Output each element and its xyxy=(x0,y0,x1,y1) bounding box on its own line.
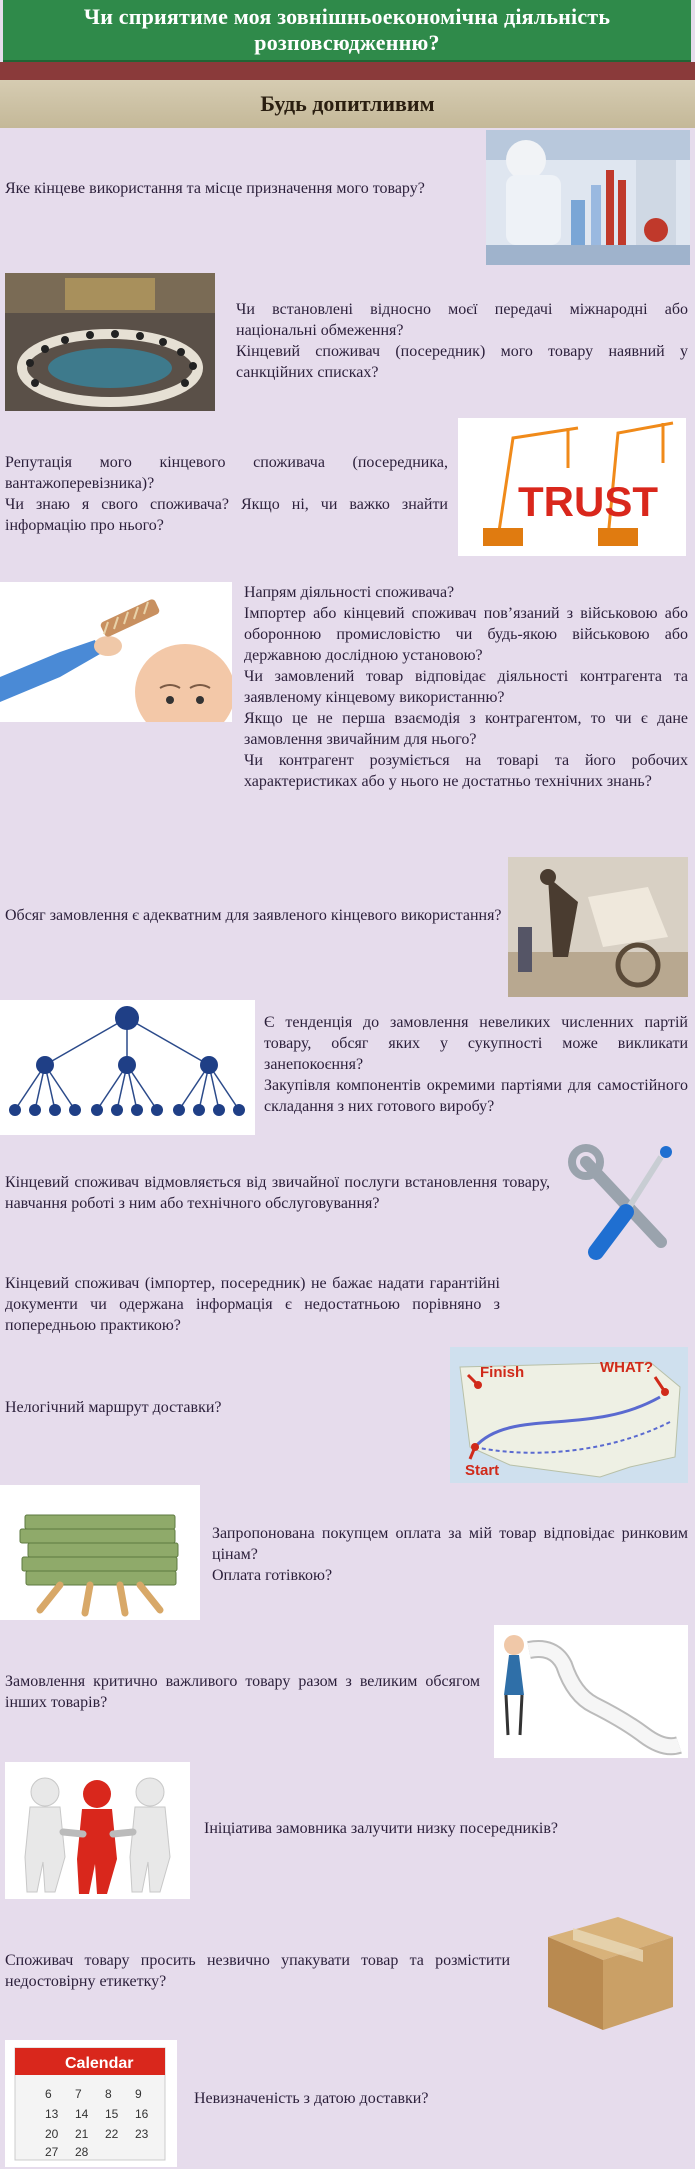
map-start-label: Start xyxy=(465,1462,500,1479)
wrench-screwdriver-icon xyxy=(566,1142,686,1267)
svg-text:8: 8 xyxy=(105,2087,112,2101)
question-line: Кінцевий споживач (імпортер, посередник) не бажає надати гарантійні документи чи одержана інформація є недостатньою порівняно з попередньою практикою? xyxy=(5,1275,500,1334)
figures-handshake-icon xyxy=(5,1762,190,1899)
question-row xyxy=(0,1900,695,2040)
svg-text:22: 22 xyxy=(105,2127,119,2141)
question-line: Ініціатива замовника залучити низку посередників? xyxy=(204,1820,558,1837)
svg-text:23: 23 xyxy=(135,2127,149,2141)
svg-text:14: 14 xyxy=(75,2107,89,2121)
hierarchy-tree-icon xyxy=(0,1000,255,1135)
question-text xyxy=(5,1950,510,1992)
question-line: Чи замовлений товар відповідає діяльності контрагента та заявленому кінцевому використанню? xyxy=(244,668,688,706)
route-map-icon xyxy=(450,1347,688,1483)
trust-crane-icon xyxy=(458,418,686,556)
section-band xyxy=(0,80,695,128)
page-header xyxy=(0,0,695,62)
question-line: Обсяг замовлення є адекватним для заявленого кінцевого використання? xyxy=(5,907,502,924)
question-text xyxy=(194,2088,688,2109)
question-line: Яке кінцеве використання та місце призначення мого товару? xyxy=(5,180,425,197)
question-text xyxy=(244,582,688,792)
svg-text:27: 27 xyxy=(45,2145,59,2159)
question-row xyxy=(0,2040,695,2169)
svg-text:16: 16 xyxy=(135,2107,149,2121)
question-row xyxy=(0,855,695,1000)
svg-text:21: 21 xyxy=(75,2127,89,2141)
question-text xyxy=(212,1523,688,1586)
question-row xyxy=(0,273,695,413)
question-row xyxy=(0,1760,695,1900)
question-row xyxy=(0,1485,695,1625)
svg-text:15: 15 xyxy=(105,2107,119,2121)
question-row xyxy=(0,1625,695,1760)
question-line: Чи контрагент розуміється на товарі та його робочих характеристиках або у нього не достатньо технічних знань? xyxy=(244,752,688,790)
calendar-icon xyxy=(5,2040,177,2167)
svg-text:28: 28 xyxy=(75,2145,89,2159)
svg-text:TRUST: TRUST xyxy=(518,478,658,525)
section-title: Будь допитливим xyxy=(260,91,435,116)
question-row xyxy=(0,1140,695,1270)
question-line: Кінцевий споживач (посередник) мого товару наявний у санкційних списках? xyxy=(236,343,688,381)
calendar-title: Calendar xyxy=(65,2055,134,2072)
question-line: Оплата готівкою? xyxy=(212,1567,333,1584)
cardboard-box-icon xyxy=(528,1902,688,2038)
question-text xyxy=(5,1273,500,1336)
divider-bar xyxy=(0,62,695,80)
laboratory-icon xyxy=(486,130,690,265)
svg-text:13: 13 xyxy=(45,2107,59,2121)
question-text xyxy=(236,299,688,383)
question-text xyxy=(5,905,505,926)
question-text xyxy=(5,178,473,199)
long-list-icon xyxy=(494,1625,688,1758)
page-title: Чи сприятиме моя зовнішньоекономічна діяльність розповсюдженню? xyxy=(83,4,611,55)
question-line: Чи встановлені відносно моєї передачі міжнародні або національні обмеження? xyxy=(236,301,688,339)
question-row xyxy=(0,1000,695,1140)
security-council-icon xyxy=(5,273,215,411)
bald-man-brush-icon xyxy=(0,582,232,722)
header-bar xyxy=(3,0,691,62)
svg-text:9: 9 xyxy=(135,2087,142,2101)
question-line: Нелогічний маршрут доставки? xyxy=(5,1399,222,1416)
question-text xyxy=(5,1397,435,1418)
question-text xyxy=(5,452,448,536)
question-line: Невизначеність з датою доставки? xyxy=(194,2090,429,2107)
question-row xyxy=(0,578,695,858)
svg-text:6: 6 xyxy=(45,2087,52,2101)
question-line: Кінцевий споживач відмовляється від звичайної послуги встановлення товару, навчання роботі з ним або технічного обслуговування? xyxy=(5,1174,550,1212)
question-line: Запропонована покупцем оплата за мій товар відповідає ринковим цінам? xyxy=(212,1525,688,1563)
question-line: Репутація мого кінцевого споживача (посередника, вантажоперевізника)? xyxy=(5,454,448,492)
svg-text:7: 7 xyxy=(75,2087,82,2101)
question-text xyxy=(5,1671,480,1713)
question-line: Імпортер або кінцевий споживач пов’язаний з військовою або оборонною промисловістю чи будь-якою військовою або державною дослідною установою? xyxy=(244,605,688,664)
question-line: Чи знаю я свого споживача? Якщо ні, чи важко знайти інформацію про нього? xyxy=(5,496,448,534)
cash-stack-icon xyxy=(0,1485,200,1620)
question-text xyxy=(204,1818,688,1839)
question-line: Замовлення критично важливого товару разом з великим обсягом інших товарів? xyxy=(5,1673,480,1711)
map-finish-label: Finish xyxy=(480,1364,525,1381)
question-row xyxy=(0,1270,695,1345)
question-line: Якщо це не перша взаємодія з контрагентом, то чи є дане замовлення звичайним для нього? xyxy=(244,710,688,748)
question-text xyxy=(264,1012,688,1117)
question-text xyxy=(5,1172,550,1214)
question-row xyxy=(0,130,695,270)
question-line: Закупівля компонентів окремими партіями для самостійного складання з них готового виробу? xyxy=(264,1077,688,1115)
question-row xyxy=(0,416,695,558)
question-line: Споживач товару просить незвично упакувати товар та розмістити недостовірну етикетку? xyxy=(5,1952,510,1990)
question-line: Напрям діяльності споживача? xyxy=(244,584,455,601)
question-line: Є тенденція до замовлення невеликих численних партій товару, обсяг яких у сукупності може викликати занепокоєння? xyxy=(264,1014,688,1073)
question-row xyxy=(0,1345,695,1485)
overloaded-cart-icon xyxy=(508,857,688,997)
map-what-label: WHAT? xyxy=(600,1359,654,1376)
svg-text:20: 20 xyxy=(45,2127,59,2141)
